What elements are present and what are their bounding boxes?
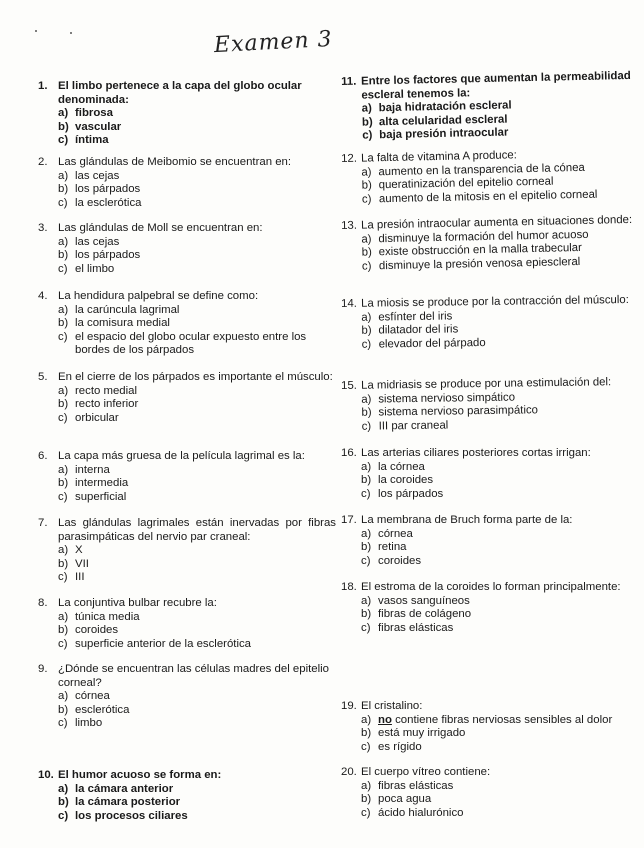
option-letter: a) xyxy=(58,463,69,476)
option-letter: a) xyxy=(58,782,69,795)
question-number: 16. xyxy=(341,447,357,459)
option-text-rest: contiene fibras nerviosas sensibles al dolor xyxy=(391,713,613,726)
question-stem: La conjuntiva bulbar recubre la: xyxy=(58,597,217,609)
question-stem: En el cierre de los párpados es importante el músculo: xyxy=(58,371,333,383)
option-letter: c) xyxy=(58,411,68,424)
question-number: 10. xyxy=(38,769,54,781)
option-text: el limbo xyxy=(75,262,115,275)
option-letter: c) xyxy=(58,637,68,650)
question-5 xyxy=(38,371,336,425)
question-stem: Las glándulas de Moll se encuentran en: xyxy=(58,222,263,234)
question-19 xyxy=(341,700,641,754)
option-letter: a) xyxy=(58,384,69,397)
option-text: alta celularidad escleral xyxy=(378,113,508,128)
option-text: poca agua xyxy=(378,793,432,806)
question-stem: El cuerpo vítreo contiene: xyxy=(361,766,491,778)
question-number: 17. xyxy=(341,514,357,526)
option-letter: a) xyxy=(58,303,69,316)
option-text: orbicular xyxy=(75,411,119,424)
option-text: la coroides xyxy=(378,474,434,487)
question-stem: Las glándulas de Meibomio se encuentran en: xyxy=(58,156,292,168)
option-letter: a) xyxy=(58,235,69,248)
scan-speck xyxy=(35,30,37,32)
question-10 xyxy=(38,769,336,823)
question-17 xyxy=(341,514,641,568)
option-text: VII xyxy=(75,557,89,570)
option-text: existe obstrucción en la malla trabecular xyxy=(378,242,583,259)
option-text: superficie anterior de la esclerótica xyxy=(75,637,252,650)
option-letter: c) xyxy=(58,809,69,822)
option-letter: a) xyxy=(361,102,372,115)
option-text: la cámara posterior xyxy=(75,796,181,809)
option-text: disminuye la formación del humor acuoso xyxy=(378,228,589,245)
option-letter: c) xyxy=(361,740,371,753)
option-letter: b) xyxy=(361,727,372,740)
option-letter: b) xyxy=(361,179,372,192)
option-letter: a) xyxy=(361,232,372,246)
question-stem: La hendidura palpebral se define como: xyxy=(58,290,259,302)
question-stem: Entre los factores que aumentan la permeabilidad escleral tenemos la: xyxy=(360,69,631,102)
option-letter: b) xyxy=(58,398,69,411)
question-stem: La midriasis se produce por una estimulación del: xyxy=(360,376,612,392)
option-text: sistema nervioso parasimpático xyxy=(378,404,539,419)
option-letter: b) xyxy=(58,796,69,809)
question-stem: Las arterias ciliares posteriores cortas irrigan: xyxy=(361,447,591,459)
option-letter: c) xyxy=(58,717,68,730)
option-text: III par craneal xyxy=(378,419,449,433)
question-stem: ¿Dónde se encuentran las células madres del epitelio corneal? xyxy=(58,663,330,689)
option-letter: a) xyxy=(361,779,372,792)
question-stem: El estroma de la coroides lo forman principalmente: xyxy=(361,581,621,593)
option-text: III xyxy=(75,571,85,584)
option-letter: c) xyxy=(361,621,371,634)
option-text: córnea xyxy=(378,527,413,540)
option-letter: a) xyxy=(361,311,372,324)
question-stem: La capa más gruesa de la película lagrimal es la: xyxy=(58,450,305,462)
option-text: el espacio del globo ocular expuesto entre los bordes de los párpados xyxy=(75,330,307,357)
option-text: córnea xyxy=(75,690,110,703)
option-text: limbo xyxy=(75,717,103,730)
question-8 xyxy=(38,597,336,651)
option-letter: b) xyxy=(361,116,373,129)
option-letter: a) xyxy=(58,544,69,557)
question-number: 11. xyxy=(341,75,357,88)
question-15 xyxy=(341,376,642,435)
question-stem: El limbo pertenece a la capa del globo ocular denominada: xyxy=(58,80,302,106)
question-3 xyxy=(38,222,336,276)
negation-emphasis: no xyxy=(378,713,392,726)
question-number: 1. xyxy=(38,80,48,92)
question-stem: El humor acuoso se forma en: xyxy=(58,769,222,781)
question-1 xyxy=(38,80,336,148)
option-text: vasos sanguíneos xyxy=(378,594,470,607)
option-text: las cejas xyxy=(75,235,120,248)
question-number: 14. xyxy=(341,297,358,310)
option-letter: b) xyxy=(361,324,372,337)
option-text: la córnea xyxy=(378,460,425,473)
question-number: 9. xyxy=(38,663,48,675)
option-text: las cejas xyxy=(75,169,120,182)
option-text: X xyxy=(75,544,83,557)
option-text: elevador del párpado xyxy=(378,336,486,351)
option-letter: c) xyxy=(58,134,69,147)
option-text: superficial xyxy=(75,490,127,503)
option-letter: c) xyxy=(362,129,373,142)
option-letter: c) xyxy=(58,262,68,275)
option-letter: b) xyxy=(361,608,372,621)
option-text: vascular xyxy=(75,120,122,133)
option-text: aumento de la mitosis en el epitelio corneal xyxy=(378,188,598,205)
question-6 xyxy=(38,450,336,504)
option-text: los párpados xyxy=(75,249,141,262)
question-number: 12. xyxy=(341,152,358,165)
option-letter: c) xyxy=(361,260,372,273)
option-text: dilatador del iris xyxy=(378,323,459,337)
question-number: 4. xyxy=(38,290,48,302)
question-number: 6. xyxy=(38,450,48,462)
question-12 xyxy=(341,147,642,208)
question-9 xyxy=(38,663,336,731)
option-letter: b) xyxy=(361,541,372,554)
question-stem: La membrana de Bruch forma parte de la: xyxy=(361,514,573,526)
option-text: sistema nervioso simpático xyxy=(378,391,516,406)
option-text: ácido hialurónico xyxy=(378,806,464,819)
option-text: túnica media xyxy=(75,610,140,623)
option-letter: a) xyxy=(58,107,69,120)
option-letter: b) xyxy=(58,624,69,637)
option-letter: c) xyxy=(361,806,371,819)
option-text: fibras elásticas xyxy=(378,621,454,634)
option-text: está muy irrigado xyxy=(378,727,466,740)
option-letter: a) xyxy=(361,165,372,179)
option-letter: b) xyxy=(361,793,372,806)
option-letter: a) xyxy=(58,610,69,623)
question-stem: Las glándulas lagrimales están inervadas por fibras parasimpáticas del nervio par craneal: xyxy=(58,517,336,543)
option-text: disminuye la presión venosa epiescleral xyxy=(378,255,581,272)
option-text: fibrosa xyxy=(75,107,113,120)
question-7 xyxy=(38,517,336,585)
question-number: 19. xyxy=(341,700,357,712)
option-text: la comisura medial xyxy=(75,317,170,330)
option-text: coroides xyxy=(378,554,422,567)
option-letter: b) xyxy=(58,317,69,330)
option-letter: b) xyxy=(361,474,372,487)
question-13 xyxy=(341,214,642,275)
question-18 xyxy=(341,581,641,635)
option-letter: c) xyxy=(361,487,371,500)
option-letter: c) xyxy=(58,490,68,503)
option-letter: c) xyxy=(361,193,372,206)
option-letter: a) xyxy=(361,527,372,540)
question-14 xyxy=(341,294,642,353)
option-text: fibras elásticas xyxy=(378,779,454,792)
question-number: 18. xyxy=(341,581,357,593)
option-text: la cámara anterior xyxy=(75,782,174,795)
option-text: esfínter del iris xyxy=(378,310,453,324)
question-number: 2. xyxy=(38,156,48,168)
option-text: la carúncula lagrimal xyxy=(75,303,180,316)
option-text: recto inferior xyxy=(75,398,139,411)
option-text: baja presión intraocular xyxy=(379,126,509,142)
option-letter: c) xyxy=(58,330,68,343)
question-11 xyxy=(341,70,642,144)
option-letter: a) xyxy=(58,169,69,182)
option-letter: a) xyxy=(361,393,372,406)
option-letter: b) xyxy=(58,703,69,716)
option-letter: a) xyxy=(58,690,69,703)
option-letter: b) xyxy=(58,557,69,570)
question-number: 7. xyxy=(38,517,48,529)
option-text: fibras de colágeno xyxy=(378,608,472,621)
option-text: los procesos ciliares xyxy=(75,809,188,822)
option-text: baja hidratación escleral xyxy=(378,99,512,115)
option-text: esclerótica xyxy=(75,703,130,716)
option-letter: b) xyxy=(361,246,372,259)
option-letter: a) xyxy=(361,460,372,473)
question-2 xyxy=(38,156,336,210)
question-number: 8. xyxy=(38,597,48,609)
question-20 xyxy=(341,766,641,820)
option-text: recto medial xyxy=(75,384,138,397)
option-text: intermedia xyxy=(75,477,129,490)
option-text: coroides xyxy=(75,624,119,637)
option-text: retina xyxy=(378,541,407,554)
option-letter: c) xyxy=(361,420,372,433)
question-16 xyxy=(341,447,641,501)
scan-speck xyxy=(70,32,72,34)
option-letter: b) xyxy=(58,120,69,133)
question-stem: La falta de vitamina A produce: xyxy=(360,149,517,165)
option-letter: b) xyxy=(58,183,69,196)
question-number: 20. xyxy=(341,766,357,778)
question-number: 15. xyxy=(341,379,358,392)
question-stem: La presión intraocular aumenta en situaciones donde: xyxy=(360,213,633,232)
option-text: es rígido xyxy=(378,740,422,753)
option-text xyxy=(378,714,641,728)
question-stem: La miosis se produce por la contracción del músculo: xyxy=(360,293,629,310)
question-stem: El cristalino: xyxy=(361,700,423,712)
option-text: queratinización del epitelio corneal xyxy=(378,175,554,192)
option-letter: b) xyxy=(58,477,69,490)
option-letter: a) xyxy=(361,713,372,726)
option-letter: c) xyxy=(361,338,372,351)
option-letter: a) xyxy=(361,594,372,607)
option-letter: b) xyxy=(361,406,372,419)
question-number: 13. xyxy=(341,219,358,232)
option-text: aumento en la transparencia de la cónea xyxy=(378,161,585,178)
option-letter: c) xyxy=(361,554,371,567)
question-4 xyxy=(38,290,336,358)
option-letter: b) xyxy=(58,249,69,262)
question-number: 3. xyxy=(38,222,48,234)
option-text: los párpados xyxy=(75,183,141,196)
option-text: la esclerótica xyxy=(75,196,142,209)
option-text: los párpados xyxy=(378,487,444,500)
question-number: 5. xyxy=(38,371,48,383)
option-text: íntima xyxy=(75,134,109,147)
option-letter: c) xyxy=(58,571,68,584)
exam-title: Examen 3 xyxy=(213,26,334,59)
option-letter: c) xyxy=(58,196,68,209)
option-text: interna xyxy=(75,463,110,476)
